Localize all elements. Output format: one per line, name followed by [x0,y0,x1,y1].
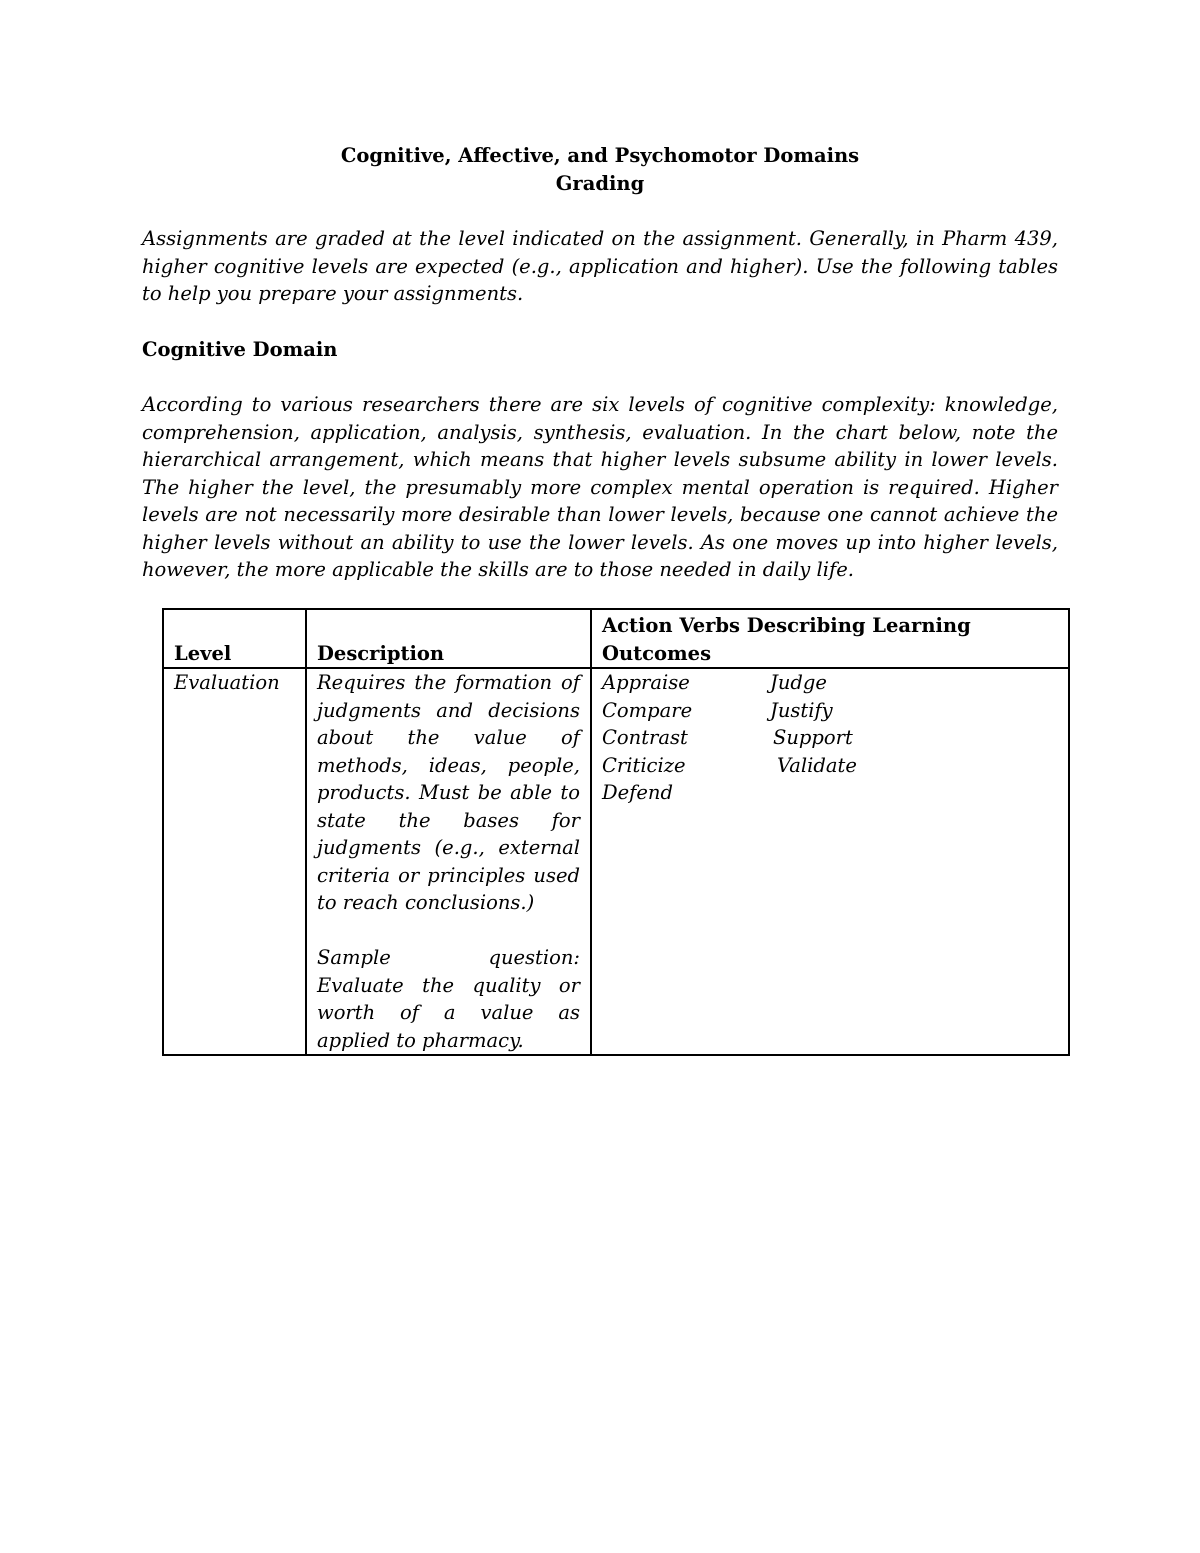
verb-item: Defend [602,781,673,804]
sample-question: Sample question: Evaluate the quality or worth of a value as applied to pharmacy. [317,946,580,1052]
cell-description [306,668,591,1055]
section-body-paragraph: According to various researchers there are six levels of cognitive complexity: knowledge, comprehension, application, analysis, synthesis, evaluation. In the chart below, note the hierarchical arrangement, which means that higher levels subsume ability in lower levels. The higher the level, the presumably more complex mental operation is required. Higher levels are not necessarily more desirable than lower levels, because one cannot achieve the higher levels without an ability to use the lower levels. As one moves up into higher levels, however, the more applicable the skills are to those needed in daily life. [142,393,1058,581]
cognitive-levels-table [162,608,1070,1056]
header-action-verbs: Action Verbs Describing Learning Outcomes [591,609,1069,668]
verb-item: Support [773,726,853,749]
header-level: Level [163,609,306,668]
verb-item: Criticize [602,753,686,777]
document-title: Cognitive, Affective, and Psychomotor Domains [340,144,860,167]
verb-item: Judge [770,671,827,694]
description-spacer [317,917,580,945]
section-heading: Cognitive Domain [142,338,338,361]
table-header-row [163,609,1069,668]
table-row [163,668,1069,1055]
verb-list [602,669,1058,807]
description-text: Requires the formation of judgments and decisions about the value of methods, ideas, people, products. Must be able to state the bases for judgments (e.g., external criteria or principles used to reach conclusions.) [317,671,580,914]
verb-item: Appraise [602,671,690,694]
cell-action-verbs [591,668,1069,1055]
cell-level: Evaluation [163,668,306,1055]
document-subtitle: Grading [555,172,645,195]
title-block [0,142,1200,198]
header-description: Description [306,609,591,668]
verb-item: Compare [602,698,693,722]
intro-paragraph: Assignments are graded at the level indicated on the assignment. Generally, in Pharm 439, higher cognitive levels are expected (e.g., application and higher). Use the following tables to help you prepare your assignments. [142,227,1058,305]
verb-item: Validate [777,753,857,777]
verb-item: Justify [770,698,833,722]
verb-item: Contrast [602,726,688,749]
